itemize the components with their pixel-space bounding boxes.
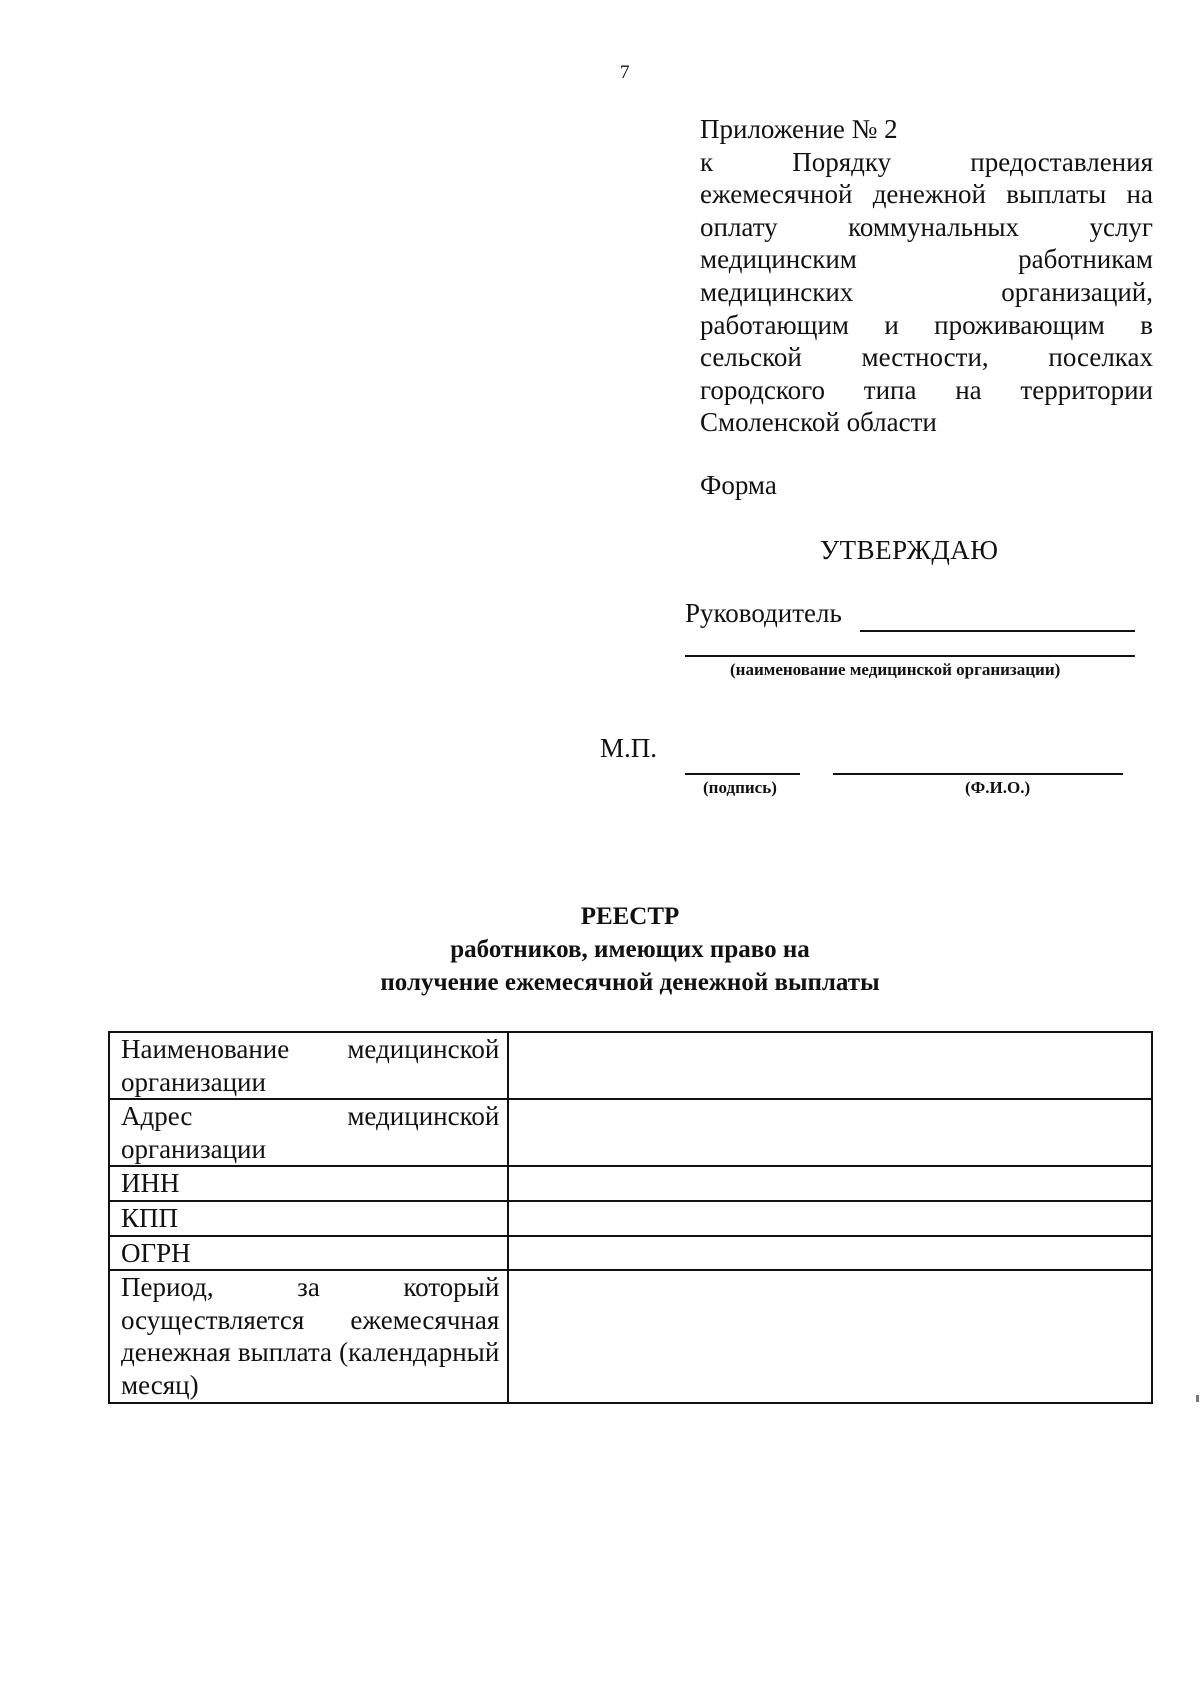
head-signature-line [860, 630, 1135, 632]
head-label: Руководитель [685, 598, 842, 628]
row-label-inn: ИНН [109, 1166, 508, 1201]
row-label-kpp: КПП [109, 1201, 508, 1236]
row-value-payment-period [508, 1270, 1152, 1402]
organization-caption: (наименование медицинской организации) [730, 660, 1061, 679]
registry-subtitle-line-2: получение ежемесячной денежной выплаты [380, 969, 880, 996]
fio-line [833, 773, 1123, 775]
appendix-text: к Порядку предоставления ежемесячной денежной выплаты на оплату коммунальных услуг медицинским работникам медицинских организаций, работающим и проживающим в сельской местности, поселках городского типа на территории Смоленской области [700, 146, 1153, 438]
row-value-inn [508, 1166, 1152, 1201]
scan-edge-mark [1196, 1395, 1199, 1402]
fio-caption: (Ф.И.О.) [965, 778, 1031, 797]
row-label-organization-address: Адрес медицинской организации [109, 1099, 508, 1166]
row-label-payment-period: Период, за который осуществляется ежемесячная денежная выплата (календарный месяц) [109, 1270, 508, 1402]
registry-heading [300, 900, 960, 999]
row-label-organization-name: Наименование медицинской организации [109, 1032, 508, 1099]
row-value-kpp [508, 1201, 1152, 1236]
form-label: Форма [700, 470, 777, 500]
organization-name-line [685, 655, 1135, 657]
table-row [109, 1201, 1152, 1236]
table-row [109, 1270, 1152, 1402]
table-row [109, 1099, 1152, 1166]
row-value-organization-address [508, 1099, 1152, 1166]
registry-subtitle-line-1: работников, имеющих право на [450, 936, 810, 963]
table-row [109, 1166, 1152, 1201]
table-row [109, 1236, 1152, 1271]
table-row [109, 1032, 1152, 1099]
row-label-ogrn: ОГРН [109, 1236, 508, 1271]
registry-table [108, 1031, 1153, 1404]
registry-title: РЕЕСТР [580, 903, 680, 930]
signature-line [685, 773, 800, 775]
stamp-label: М.П. [600, 733, 658, 763]
row-value-organization-name [508, 1032, 1152, 1099]
approval-title: УТВЕРЖДАЮ [820, 535, 999, 565]
row-value-ogrn [508, 1236, 1152, 1271]
appendix-block [700, 113, 1153, 439]
appendix-title: Приложение № 2 [700, 114, 898, 144]
page-number: 7 [620, 62, 630, 83]
signature-caption: (подпись) [703, 778, 777, 797]
